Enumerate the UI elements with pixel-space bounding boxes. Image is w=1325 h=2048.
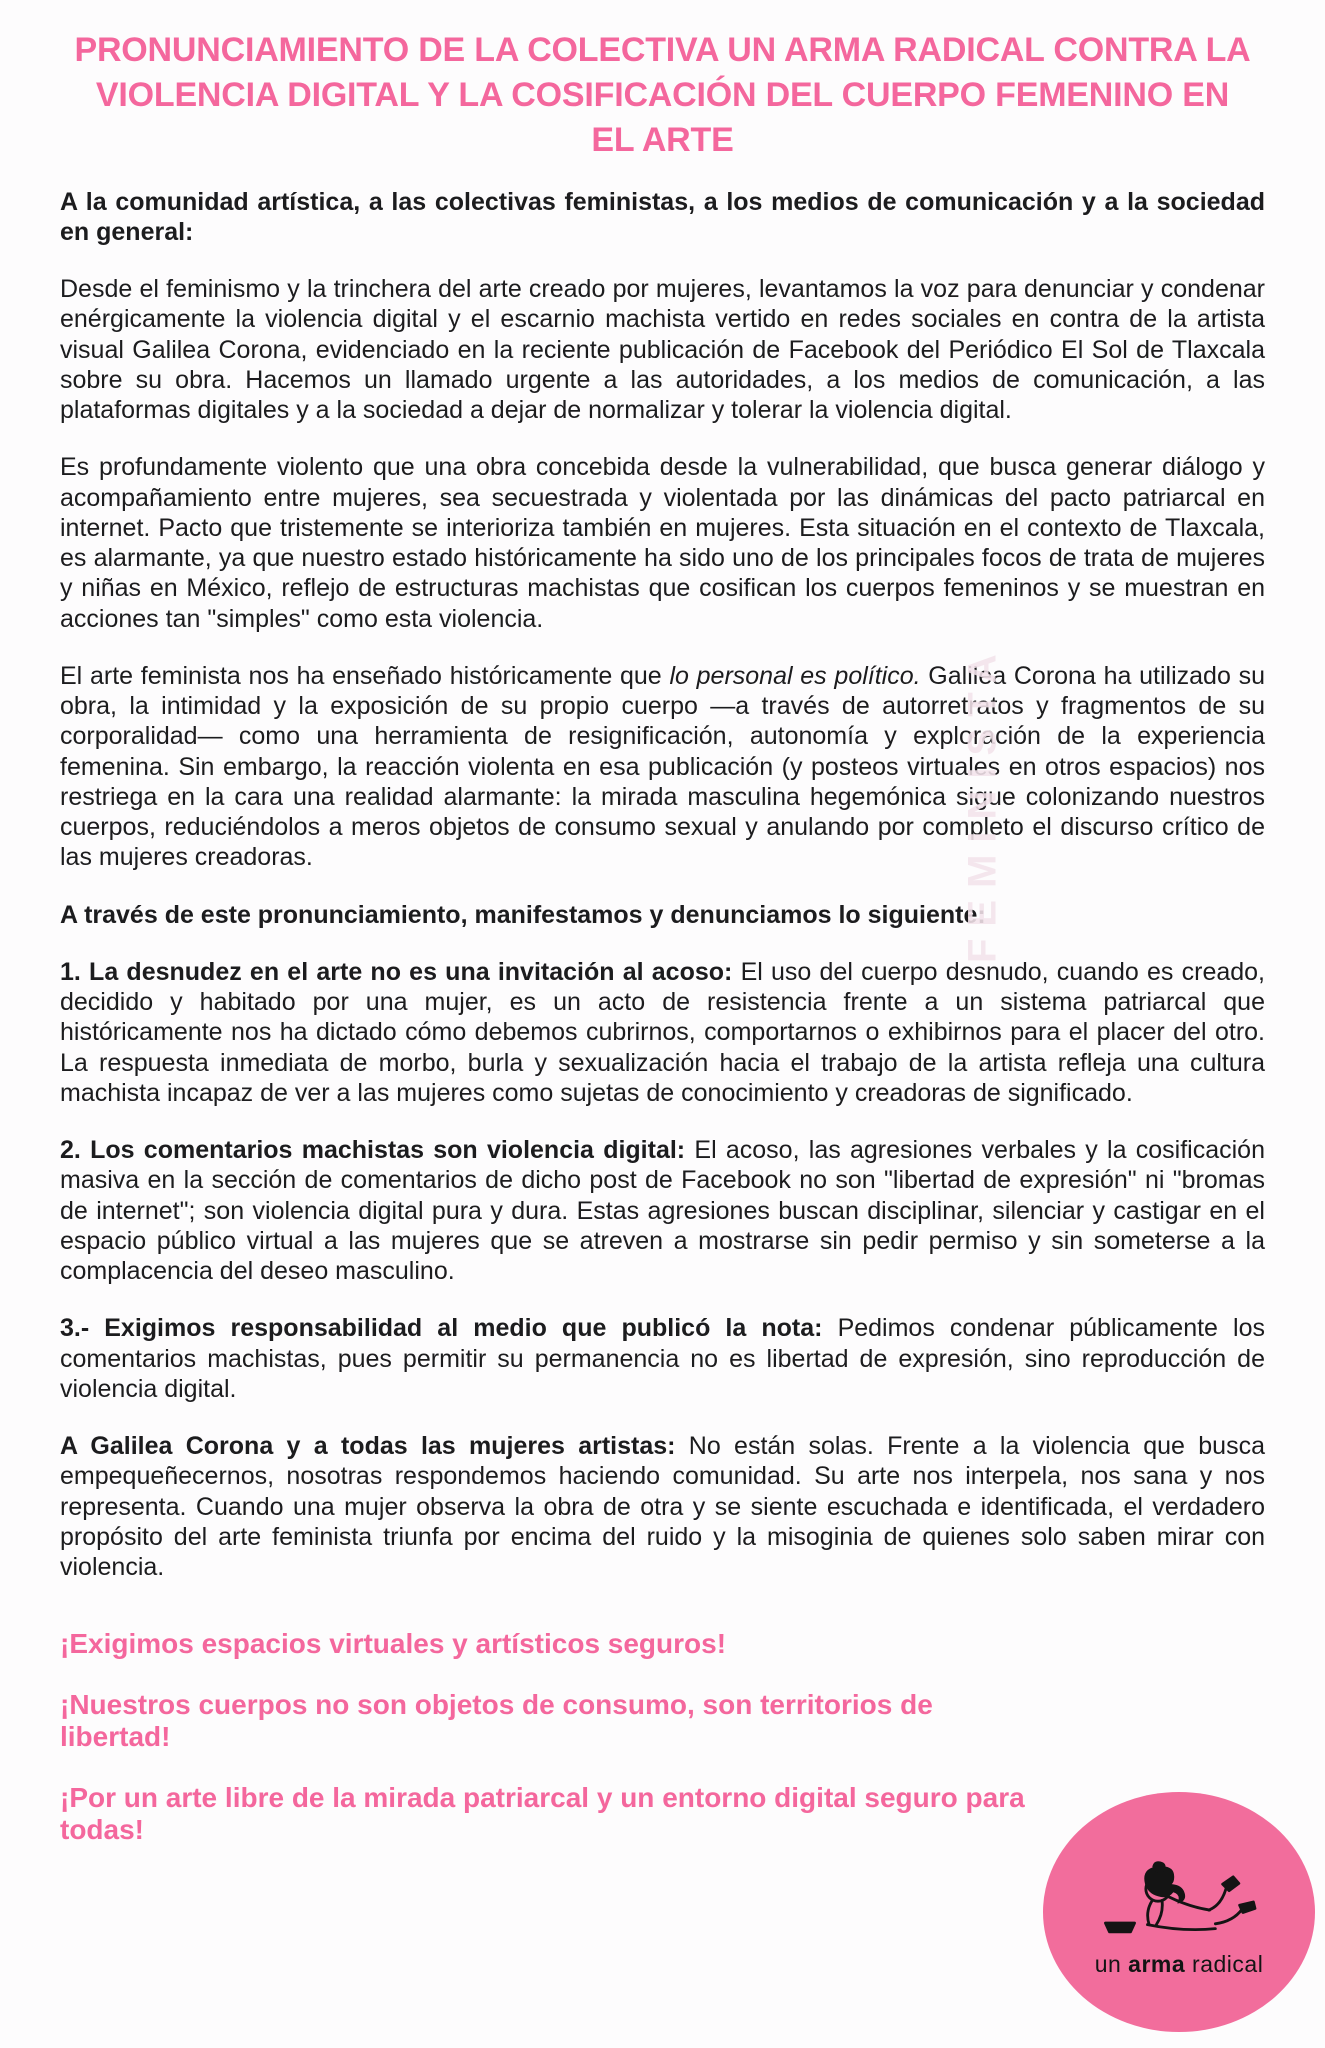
paragraph	[60, 274, 1265, 425]
text-segment: Es profundamente violento que una obra concebida desde la vulnerabilidad, que busca generar diálogo y acompañamiento entre mujeres, sea secuestrada y violentada por las dinámicas del pacto patriarcal en internet. Pacto que tristemente se interioriza también en mujeres. Esta situación en el contexto de Tlaxcala, es alarmante, ya que nuestro estado históricamente ha sido uno de los principales focos de trata de mujeres y niñas en México, reflejo de estructuras machistas que cosifican los cuerpos femeninos y se muestran en acciones tan "simples" como esta violencia.	[60, 453, 1265, 633]
paragraph	[60, 900, 1265, 930]
text-segment: Desde el feminismo y la trinchera del arte creado por mujeres, levantamos la voz para denunciar y condenar enérgicamente la violencia digital y el escarnio machista vertido en redes sociales en contra de la artista visual Galilea Corona, evidenciado en la reciente publicación de Facebook del Periódico El Sol de Tlaxcala sobre su obra. Hacemos un llamado urgente a las autoridades, a los medios de comunicación, a las plataformas digitales y a la sociedad a dejar de normalizar y tolerar la violencia digital.	[60, 275, 1265, 425]
text-segment: 3.- Exigimos responsabilidad al medio que publicó la nota:	[60, 1314, 838, 1343]
text-segment: No están solas. Frente a la violencia que busca empequeñecernos, nosotras respondemos haciendo comunidad. Su arte nos interpela, nos sana y nos representa. Cuando una mujer observa la obra de otra y se siente escuchada e identificada, el verdadero propósito del arte feminista triunfa por encima del ruido y la misoginia de quienes solo saben mirar con violencia.	[60, 1432, 1265, 1582]
slogans-section	[60, 1628, 1025, 1846]
paragraph	[60, 1135, 1265, 1286]
text-segment: A través de este pronunciamiento, manifestamos y denunciamos lo siguiente:	[60, 900, 986, 929]
page-title: PRONUNCIAMIENTO DE LA COLECTIVA UN ARMA RADICAL CONTRA LA VIOLENCIA DIGITAL Y LA COSIFICACIÓN DEL CUERPO FEMENINO EN EL ARTE	[74, 31, 1251, 159]
text-segment: Pedimos condenar públicamente los comentarios machistas, pues permitir su permanencia no es libertad de expresión, sino reproducción de violencia digital.	[60, 1314, 1265, 1403]
text-segment: Galilea Corona ha utilizado su obra, la intimidad y la exposición de su propio cuerpo —a través de autorretratos y fragmentos de su corporalidad— como una herramienta de resignificación, autonomía y exploración de la experiencia femenina. Sin embargo, la reacción violenta en esa publicación (y posteos virtuales en otros espacios) nos restriega en la cara una realidad alarmante: la mirada masculina hegemónica sigue colonizando nuestros cuerpos, reduciéndolos a meros objetos de consumo sexual y anulando por completo el discurso crítico de las mujeres creadoras.	[60, 661, 1265, 872]
document-body	[60, 187, 1265, 1583]
text-segment: El acoso, las agresiones verbales y la cosificación masiva en la sección de comentarios de dicho post de Facebook no son "libertad de expresión" ni "bromas de internet"; son violencia digital pura y dura. Estas agresiones buscan disciplinar, silenciar y castigar en el espacio público virtual a las mujeres que se atreven a mostrarse sin pedir permiso y sin someterse a la complacencia del deseo masculino.	[60, 1136, 1265, 1286]
reclining-woman-icon	[1094, 1847, 1264, 1949]
paragraph	[60, 661, 1265, 873]
text-segment: El uso del cuerpo desnudo, cuando es creado, decidido y habitado por una mujer, es un acto de resistencia frente a un sistema patriarcal que históricamente nos ha dictado cómo debemos cubrirnos, comportarnos o exhibirnos para el placer del otro. La respuesta inmediata de morbo, burla y sexualización hacia el trabajo de la artista refleja una cultura machista incapaz de ver a las mujeres como sujetas de conocimiento y creadoras de significado.	[60, 957, 1266, 1107]
watermark-text: FEMINISTA	[960, 642, 1005, 964]
logo-word-un: un	[1094, 1950, 1122, 1977]
text-segment: lo personal es político.	[669, 661, 921, 690]
paragraph	[60, 957, 1265, 1108]
slogan: ¡Exigimos espacios virtuales y artísticos seguros!	[60, 1628, 727, 1660]
slogan: ¡Por un arte libre de la mirada patriarcal y un entorno digital seguro para todas!	[60, 1781, 1025, 1846]
paragraph	[60, 187, 1265, 248]
text-segment: A la comunidad artística, a las colectivas feministas, a los medios de comunicación y a la sociedad en general:	[60, 187, 1265, 246]
text-segment: 1. La desnudez en el arte no es una invitación al acoso:	[60, 957, 741, 986]
paragraph	[60, 1431, 1265, 1582]
paragraph	[60, 1313, 1265, 1404]
collective-logo	[1043, 1792, 1315, 2032]
text-segment: A Galilea Corona y a todas las mujeres artistas:	[60, 1432, 689, 1461]
logo-wordmark	[1095, 1951, 1264, 1978]
slogan: ¡Nuestros cuerpos no son objetos de consumo, son territorios de libertad!	[60, 1688, 933, 1753]
logo-word-arma: arma	[1128, 1950, 1186, 1977]
paragraph	[60, 452, 1265, 634]
text-segment: El arte feminista nos ha enseñado históricamente que	[60, 661, 670, 690]
text-segment: 2. Los comentarios machistas son violencia digital:	[60, 1136, 695, 1165]
logo-word-radical: radical	[1192, 1950, 1264, 1977]
